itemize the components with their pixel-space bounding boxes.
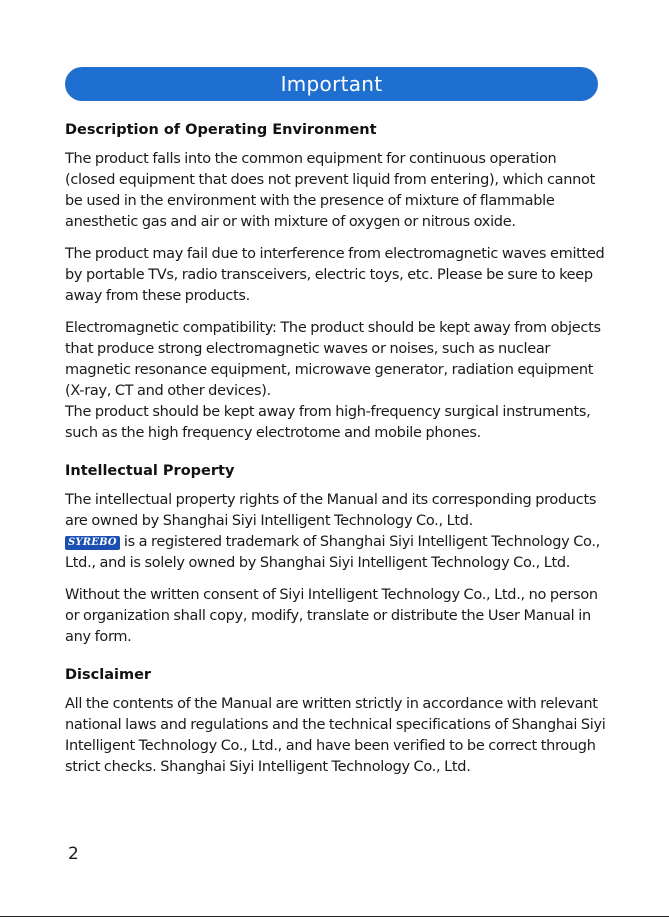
- paragraph-interference: The product may fail due to interference from electromagnetic waves emitted by portable TVs, radio transceivers, electric toys, etc. Please be sure to keep away from these products.: [65, 246, 605, 304]
- section-disclaimer: [65, 664, 610, 778]
- page-number: 2: [68, 844, 79, 864]
- trademark-text: is a registered trademark of Shanghai Siyi Intelligent Technology Co., Ltd., and is solely owned by Shanghai Siyi Intelligent Technology Co., Ltd.: [65, 534, 600, 571]
- heading-operating-environment: Description of Operating Environment: [65, 122, 377, 138]
- ip-rights-text: The intellectual property rights of the Manual and its corresponding products are owned by Shanghai Siyi Intelligent Technology Co., Ltd.: [65, 492, 597, 529]
- important-banner: [65, 67, 598, 101]
- section-operating-environment: [65, 119, 610, 444]
- paragraph-written-consent: Without the written consent of Siyi Intelligent Technology Co., Ltd., no person or organization shall copy, modify, translate or distribute the User Manual in any form.: [65, 587, 598, 645]
- heading-disclaimer: Disclaimer: [65, 667, 152, 683]
- paragraph-disclaimer: All the contents of the Manual are written strictly in accordance with relevant national laws and regulations and the technical specifications of Shanghai Siyi Intelligent Technology Co., Ltd., and have been verified to be correct through strict checks. Shanghai Siyi Intelligent Technology Co., Ltd.: [65, 696, 606, 775]
- paragraph-emc: Electromagnetic compatibility: The product should be kept away from objects that produce strong electromagnetic waves or noises, such as nuclear magnetic resonance equipment, microwave generator, radiation equipment (X-ray, CT and other devices).: [65, 320, 601, 399]
- paragraph-high-frequency: The product should be kept away from high-frequency surgical instruments, such as the high frequency electrotome and mobile phones.: [65, 404, 591, 441]
- paragraph-continuous-operation: The product falls into the common equipment for continuous operation (closed equipment that does not prevent liquid from entering), which cannot be used in the environment with the presence of mixture of flammable anesthetic gas and air or with mixture of oxygen or nitrous oxide.: [65, 151, 595, 230]
- section-intellectual-property: [65, 460, 610, 648]
- banner-title: Important: [280, 72, 383, 96]
- heading-intellectual-property: Intellectual Property: [65, 463, 235, 479]
- paragraph-ip-rights: [65, 490, 610, 574]
- bottom-divider: [0, 916, 669, 917]
- syrebo-logo: SYREBO: [65, 536, 120, 550]
- document-body: [65, 119, 610, 789]
